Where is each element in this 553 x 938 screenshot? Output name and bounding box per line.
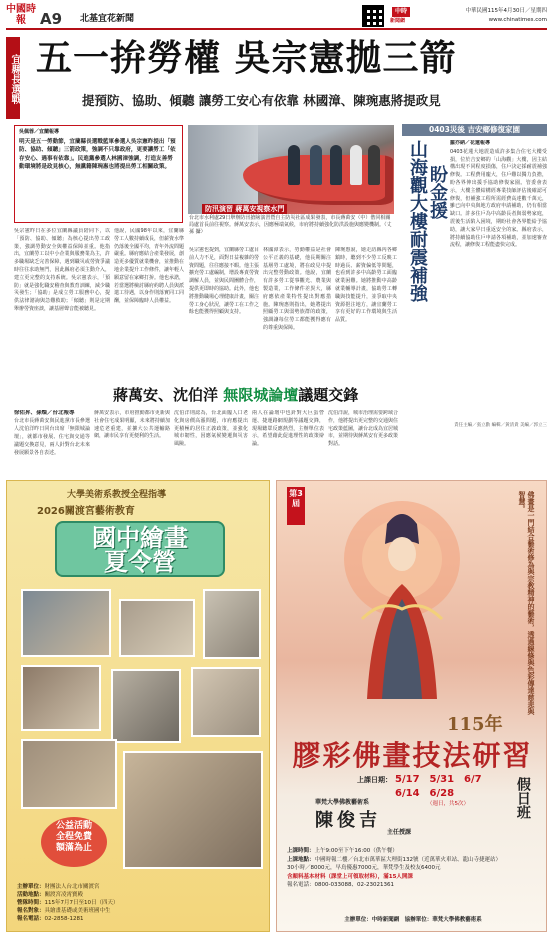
page-edition: A9 (40, 10, 63, 28)
brand-subtitle: 新聞網 (390, 18, 406, 24)
buddhist-painting-advertisement[interactable] (276, 480, 547, 932)
main-subheadline: 提預防、協助、傾聽 讓勞工安心有依靠 林國漳、陳琬惠將提政見 (82, 93, 441, 108)
ad-vertical-text: 佛畫是一門結合藝術修為與宗教精神的藝術，透過線條與色彩傳達慈悲與智慧。 (518, 491, 535, 715)
ad-phone[interactable]: 報名電話：0800-033088、02-23021361 (287, 882, 394, 888)
ad-title-line: 夏令營 (104, 548, 176, 576)
qr-code-icon[interactable] (362, 5, 384, 27)
ad-info-value: 財團法人台北市關渡宮 (44, 884, 100, 890)
newspaper-logo: 中國時報 (6, 4, 36, 26)
face-shape (388, 537, 416, 571)
free-badge-line: 公益活動 (55, 821, 92, 831)
class-dates-label: 上課日期： (357, 776, 392, 784)
art-camp-advertisement[interactable] (6, 480, 270, 932)
teacher-affiliation: 華梵大學佛教藝術系 (315, 799, 370, 806)
free-badge-line: 額滿為止 (55, 843, 92, 853)
story-column: 蔣萬安表示，市府推動都市更新與社會住宅成果明顯，未來將持續加速危老重建，並擴大公共運輸路網，讓市民享有更便利的生活。 (94, 410, 170, 440)
main-headline: 五一拚勞權 吳宗憲拋三箭 (36, 37, 457, 79)
ad-info-line (17, 891, 261, 899)
story-column: 陳琬惠說，她走訪縣內各鄉鎮時，聽到不少勞工反映工時過長、薪資偏低等問題，也看到許多中高齡勞工面臨就業困難。她將推動中高齡就業輔導計畫，協助勞工轉職與技能提升，並爭取中央資源挹注地方，讓宜蘭勞工享有更好的工作環境與生活品質。 (335, 247, 397, 324)
ad-title-line: 國中繪畫 (92, 524, 188, 552)
ad-photo (21, 739, 117, 809)
feature-body (450, 140, 547, 415)
ad-tagline: 大學美術系教授全程指導 (67, 490, 167, 500)
photo-person (310, 145, 322, 185)
story-column: 沈伯洋說，城市治理需要跨域合作，他將提出更完整的交通與住宅政策藍圖，讓台北成為宜居城市，並期待與蔣萬安有更多政策對話。 (328, 410, 398, 448)
story-column: 他說，民國98年以來，宜蘭縣勞工人數持續成長，但薪資水準仍落後全國平均，青年外流問題嚴重。縣府應結合產業發展，創造更多優質就業機會，並推動在地企業提升工作條件，讓年輕人願意留在家鄉打拚。他也承諾，若當選將檢討縣府約聘人員與派遣工待遇，以身作則落實同工同酬，並保障臨時人員權益。 (114, 228, 184, 305)
buddha-figure-illustration (327, 499, 477, 699)
section-tag: 宜縣長選戰 (6, 37, 20, 119)
ad-info-key: 營隊時間： (17, 900, 45, 906)
ad-year: 115年 (447, 714, 503, 735)
ad-photo (203, 589, 261, 659)
class-dates-note: （週日，共5次） (427, 801, 469, 807)
story-column (14, 410, 90, 474)
ad-info-value: 上午9:00至下午16:00（供午餐） (314, 848, 398, 854)
ad-info-key: 上課時間： (287, 848, 315, 854)
session-badge: 第3屆 (287, 487, 305, 525)
ad-info-key: 報名電話： (17, 916, 45, 922)
feature-byline: 羅亦納／花蓮報導 (450, 140, 491, 146)
story-column: 林國漳表示，勞動權益是社會公平正義的基礎，他長期關注基層勞工處境，將在政見中提出完整勞動政策。他說，宜蘭有許多勞工從事觀光、農業與製造業，工作條件差異大，縣府應依產業特性提出對應措施。陳琬惠則指出，她將提出照顧勞工與弱勢族群的政策，強調讓每位勞工都能獲得應有的尊重與保障。 (263, 247, 331, 331)
ad-info-value: 關渡宮凌霄寶殿 (44, 892, 84, 898)
story-column: 吳宗憲昨日在多位宜蘭縣議員陪同下，以「預防、協助、傾聽」為核心提出勞工政策，強調勞動安全與權益保障並重。他指出，宜蘭勞工以中小企業與服務業為主，許多職場缺乏完善保障，遇到職災或勞資爭議時往往求助無門，因此縣府必須主動介入，建立更完整的支持系統。吳宗憲表示，「預防」就是強化職安稽查與教育訓練，減少職災發生；「協助」是成立勞工服務中心，提供法律諮詢與急難救助；「傾聽」則是定期舉辦勞資座談，讓基層聲音能被聽見。 (14, 228, 110, 312)
story-byline: 吳佩蓉／宜蘭報導 (19, 129, 60, 135)
news-photo (188, 125, 394, 214)
story-column: 沈伯洋則認為，台北面臨人口老化與房價高漲問題，市府應提出更積極的居住正義政策，並強化城市韌性，因應氣候變遷與災害風險。 (174, 410, 248, 448)
photo-caption: 台北市水利處29日舉辦防汛搶險演習暨自主防災社區成果發表，市長蔣萬安（中）偕同相關局處首長前往視察。蔣萬安表示，因應極端氣候，市府將持續強化防洪設施與應變機制。（丈 孫 攝） (189, 215, 392, 235)
story-column: 吳宗憲也提到，宜蘭縣勞工處目前人力不足，面對日益複雜的勞資問題，往往應接不暇。他主張擴充勞工處編制，增設專責勞資調解人員，並與民間團體合作，提供更即時的協助。此外，他也將推動職場心理健康計畫，關注勞工身心狀況，讓勞工在工作之餘也能獲得照顧與支持。 (189, 247, 259, 316)
ad-info-line (17, 883, 261, 891)
ad-event-name: 2026關渡宮藝術教育 (37, 506, 135, 517)
ad-photo (21, 665, 101, 731)
second-headline-part: 蔣萬安、沈伯洋 (113, 386, 224, 404)
feature-headline: 山海觀大樓耐震補強 (407, 140, 428, 302)
feature-text: 0403花蓮大地震造成許多集合住宅大樓受損，位於吉安鄉的「山海觀」大樓，因主結構出現不同程度損傷，住戶決定採耐震補強修復。工程費用龐大，住戶難以獨力負擔，盼各界伸出援手協助修復家園。管委會表示，大樓主體結構經專業技師評估後確認可修復，但補強工程所需經費高達數千萬元，雖已向中央與地方政府申請補助，仍有相當缺口。許多住戶為中高齡長者與弱勢家庭，震後生活陷入困境，期盼社會各界能給予協助，讓大家早日重返安全的家。縣府表示，將持續協助住戶申請各項補助，並加速審查流程，讓修復工程能盡快完成。 (450, 148, 547, 249)
photo-person (350, 145, 362, 185)
ad-info (287, 847, 539, 890)
ad-photo (111, 669, 181, 743)
website-link[interactable]: www.chinatimes.com (488, 17, 547, 23)
ad-info-line (17, 915, 261, 923)
ad-info-line (17, 907, 261, 915)
ad-photo (21, 589, 111, 657)
ad-fee-note: 含顏料基本材料（課堂上可領取材料），滿15人開課 (287, 873, 413, 880)
class-dates-line: 6/14 6/28 (395, 788, 455, 799)
second-headline (113, 385, 358, 405)
ad-photo (191, 667, 261, 737)
ad-info (17, 883, 261, 923)
story-lede: 明天是五一勞動節，宜蘭縣長選戰藍軍參選人吳宗憲昨提出「預防、協助、傾聽」三箭政策，強調不只靠政府，更要讓勞工「依存安心、遇事有依靠」。民進黨參選人林國漳強調，打造友善勞動環境將是政見核心，無黨籍陳琬惠也將提出勞工相關政策。 (19, 138, 176, 170)
ad-title: 膠彩佛畫技法研習 (292, 739, 533, 772)
second-headline-highlight: 無限城論壇 (223, 386, 299, 404)
ad-info-key: 主辦單位： (17, 884, 45, 890)
lede-box (14, 125, 183, 223)
photo-person (330, 145, 342, 185)
photo-caption-tag: 防汛演習 蔣萬安視察水門 (202, 204, 287, 214)
teacher-name: 陳俊吉 (315, 810, 381, 831)
dateline (466, 7, 548, 25)
story-byline: 徐佑昇、孫燦／台北報導 (14, 410, 75, 416)
ad-info-key: 活動地點： (17, 892, 45, 898)
ad-photo (123, 751, 263, 869)
brand-logo: 中時 (392, 7, 410, 17)
second-headline-part: 議題交鋒 (298, 386, 359, 404)
section-name: 北基宜花新聞 (80, 14, 135, 24)
photo-person (288, 145, 300, 185)
ad-info-value[interactable]: 02-2858-1281 (44, 916, 84, 922)
story-column: 兩人在論壇中也針對大巨蛋營運、捷運路網規劃等議題交鋒，現場聽眾反應熱烈，主辦單位表示，希望藉此促進理性的政策辯論。 (252, 410, 324, 448)
teacher-role: 主任授課 (387, 829, 412, 836)
ad-photo (119, 599, 195, 657)
ad-info-value: 中國時報二樓／台北市萬華區大理街132號（近萬華火車站、龍山寺捷運站） (314, 856, 502, 863)
ad-info-key: 報名對象： (17, 908, 45, 914)
photo-person (368, 145, 380, 185)
ad-info-line (287, 847, 539, 856)
feature-tag: 0403災後 吉安鄉修復家園 (402, 124, 547, 136)
class-dates (395, 773, 515, 801)
ad-info-value: 115年7月7日至10日（四天） (44, 900, 119, 906)
feature-headline-2: 盼金援 (427, 165, 448, 219)
ad-title (55, 521, 225, 577)
ad-info-line (287, 856, 539, 865)
free-badge-line: 全程免費 (55, 832, 92, 842)
free-event-badge (41, 817, 107, 867)
editor-credit: 責任主編／張立勳 編輯／黃清貴 美編／郭立三 (454, 423, 547, 428)
ad-info-value: 具繪畫基礎或美術班國中生 (44, 908, 111, 914)
ad-info-key: 上課地點： (287, 856, 315, 863)
masthead (6, 4, 547, 30)
holiday-class-label: 假日班 (514, 777, 531, 819)
ad-fee-line: 30小時／8000元，早鳥優惠7000元，華梵學生及校友6400元 (287, 865, 441, 871)
ad-organizer: 主辦單位：中時新聞網 協辦單位：華梵大學佛教藝術系 (344, 917, 482, 923)
class-dates-line: 5/17 5/31 6/7 (395, 774, 482, 785)
story-text: 台北市長蔣萬安與民進黨市長參選人沈伯洋昨日同台出席「無限城論壇」，就都市發展、住宅與交通等議題交換意見，兩人針對台北未來發展願景各自表述。 (14, 418, 90, 456)
issue-date: 中華民國115年4月30日／星期四 (465, 8, 547, 14)
ad-info-line (17, 899, 261, 907)
